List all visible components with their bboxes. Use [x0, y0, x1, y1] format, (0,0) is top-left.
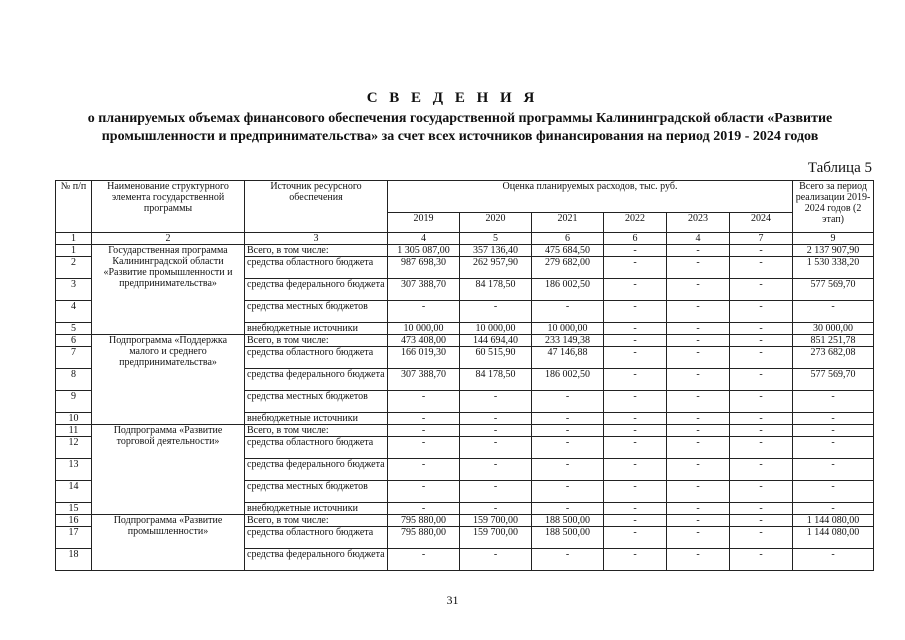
row-number: 9: [56, 391, 92, 413]
year-value: -: [730, 391, 793, 413]
year-value: -: [604, 413, 667, 425]
year-value: 84 178,50: [460, 369, 532, 391]
year-value: -: [730, 301, 793, 323]
year-value: 987 698,30: [388, 257, 460, 279]
column-number: 6: [532, 233, 604, 245]
year-value: -: [667, 279, 730, 301]
year-value: -: [532, 425, 604, 437]
header-year: 2019: [388, 213, 460, 233]
year-value: -: [604, 323, 667, 335]
year-value: -: [667, 459, 730, 481]
year-value: -: [730, 549, 793, 571]
funding-source: средства федерального бюджета: [245, 279, 388, 301]
year-value: -: [604, 549, 667, 571]
year-value: -: [388, 425, 460, 437]
year-value: 159 700,00: [460, 515, 532, 527]
column-number: 7: [730, 233, 793, 245]
period-total: -: [793, 425, 874, 437]
year-value: 307 388,70: [388, 279, 460, 301]
column-number: 9: [793, 233, 874, 245]
funding-source: внебюджетные источники: [245, 413, 388, 425]
year-value: -: [532, 437, 604, 459]
year-value: -: [388, 301, 460, 323]
subtitle-line-1: о планируемых объемах финансового обеспечения государственной программы Калининградской области «Развитие: [87, 111, 833, 126]
row-number: 5: [56, 323, 92, 335]
year-value: -: [667, 301, 730, 323]
year-value: 166 019,30: [388, 347, 460, 369]
funding-source: средства местных бюджетов: [245, 391, 388, 413]
year-value: 188 500,00: [532, 527, 604, 549]
year-value: -: [730, 515, 793, 527]
year-value: -: [730, 527, 793, 549]
header-total: Всего за период реализации 2019-2024 годов (2 этап): [793, 181, 874, 233]
row-number: 12: [56, 437, 92, 459]
year-value: -: [460, 391, 532, 413]
structural-element-name: Подпрограмма «Развитие промышленности»: [92, 515, 245, 571]
table-row: [56, 515, 874, 527]
year-value: 795 880,00: [388, 527, 460, 549]
table-row: [56, 335, 874, 347]
year-value: -: [604, 481, 667, 503]
year-value: -: [667, 245, 730, 257]
year-value: -: [730, 437, 793, 459]
row-number: 1: [56, 245, 92, 257]
period-total: -: [793, 459, 874, 481]
year-value: -: [604, 245, 667, 257]
header-element: Наименование структурного элемента государственной программы: [92, 181, 245, 233]
column-number: 6: [604, 233, 667, 245]
header-year: 2020: [460, 213, 532, 233]
year-value: -: [460, 425, 532, 437]
column-number-row: [56, 233, 874, 245]
row-number: 11: [56, 425, 92, 437]
year-value: -: [667, 515, 730, 527]
year-value: -: [460, 301, 532, 323]
row-number: 15: [56, 503, 92, 515]
row-number: 6: [56, 335, 92, 347]
funding-source: средства федерального бюджета: [245, 369, 388, 391]
year-value: -: [730, 257, 793, 279]
year-value: 795 880,00: [388, 515, 460, 527]
year-value: -: [730, 425, 793, 437]
year-value: -: [730, 481, 793, 503]
structural-element-name: Подпрограмма «Поддержка малого и среднего предпринимательства»: [92, 335, 245, 425]
row-number: 4: [56, 301, 92, 323]
year-value: -: [730, 347, 793, 369]
year-value: -: [604, 347, 667, 369]
year-value: -: [667, 481, 730, 503]
year-value: -: [532, 301, 604, 323]
year-value: 357 136,40: [460, 245, 532, 257]
year-value: -: [604, 279, 667, 301]
year-value: -: [604, 515, 667, 527]
year-value: -: [667, 347, 730, 369]
row-number: 8: [56, 369, 92, 391]
year-value: -: [604, 437, 667, 459]
financing-table: [55, 180, 874, 571]
year-value: -: [667, 413, 730, 425]
year-value: 10 000,00: [532, 323, 604, 335]
row-number: 16: [56, 515, 92, 527]
year-value: -: [667, 503, 730, 515]
period-total: 273 682,08: [793, 347, 874, 369]
year-value: 473 408,00: [388, 335, 460, 347]
year-value: -: [667, 437, 730, 459]
column-number: 5: [460, 233, 532, 245]
period-total: 1 530 338,20: [793, 257, 874, 279]
table-row: [56, 245, 874, 257]
year-value: -: [667, 527, 730, 549]
row-number: 10: [56, 413, 92, 425]
subtitle-line-2: промышленности и предпринимательства» за счет всех источников финансирования на период 2019 - 2024 годов: [101, 129, 819, 144]
year-value: -: [460, 481, 532, 503]
year-value: 262 957,90: [460, 257, 532, 279]
year-value: -: [667, 391, 730, 413]
year-value: -: [604, 527, 667, 549]
period-total: -: [793, 413, 874, 425]
row-number: 7: [56, 347, 92, 369]
year-value: -: [460, 549, 532, 571]
year-value: -: [604, 257, 667, 279]
header-year: 2021: [532, 213, 604, 233]
year-value: -: [604, 425, 667, 437]
year-value: -: [604, 391, 667, 413]
year-value: 47 146,88: [532, 347, 604, 369]
year-value: 1 305 087,00: [388, 245, 460, 257]
year-value: -: [532, 391, 604, 413]
funding-source: внебюджетные источники: [245, 323, 388, 335]
period-total: 851 251,78: [793, 335, 874, 347]
funding-source: средства областного бюджета: [245, 437, 388, 459]
year-value: -: [730, 279, 793, 301]
document-subtitle: [60, 110, 860, 146]
column-number: 3: [245, 233, 388, 245]
funding-source: средства федерального бюджета: [245, 549, 388, 571]
funding-source: Всего, в том числе:: [245, 245, 388, 257]
year-value: 188 500,00: [532, 515, 604, 527]
year-value: -: [388, 459, 460, 481]
funding-source: внебюджетные источники: [245, 503, 388, 515]
year-value: -: [730, 369, 793, 391]
row-number: 3: [56, 279, 92, 301]
year-value: -: [604, 369, 667, 391]
structural-element-name: Государственная программа Калининградской области «Развитие промышленности и предпринимательства»: [92, 245, 245, 335]
year-value: -: [667, 549, 730, 571]
year-value: 60 515,90: [460, 347, 532, 369]
year-value: 186 002,50: [532, 279, 604, 301]
year-value: 144 694,40: [460, 335, 532, 347]
column-number: 1: [56, 233, 92, 245]
row-number: 2: [56, 257, 92, 279]
year-value: -: [532, 503, 604, 515]
funding-source: средства федерального бюджета: [245, 459, 388, 481]
year-value: -: [388, 549, 460, 571]
document-title: С В Е Д Е Н И Я: [366, 90, 539, 106]
year-value: -: [388, 503, 460, 515]
header-year: 2024: [730, 213, 793, 233]
row-number: 17: [56, 527, 92, 549]
year-value: -: [388, 437, 460, 459]
funding-source: Всего, в том числе:: [245, 425, 388, 437]
row-number: 13: [56, 459, 92, 481]
year-value: -: [388, 391, 460, 413]
period-total: 577 569,70: [793, 279, 874, 301]
period-total: -: [793, 301, 874, 323]
year-value: -: [460, 413, 532, 425]
year-value: -: [604, 301, 667, 323]
year-value: -: [604, 459, 667, 481]
row-number: 18: [56, 549, 92, 571]
page-number: 31: [446, 593, 459, 607]
period-total: -: [793, 481, 874, 503]
year-value: -: [532, 413, 604, 425]
year-value: -: [730, 503, 793, 515]
table-label: Таблица 5: [807, 160, 872, 176]
year-value: 159 700,00: [460, 527, 532, 549]
period-total: 30 000,00: [793, 323, 874, 335]
funding-source: средства областного бюджета: [245, 347, 388, 369]
year-value: -: [730, 323, 793, 335]
year-value: -: [667, 425, 730, 437]
year-value: -: [532, 481, 604, 503]
year-value: -: [604, 335, 667, 347]
column-number: 4: [388, 233, 460, 245]
year-value: -: [532, 459, 604, 481]
table-header-row: [56, 181, 874, 213]
year-value: -: [730, 459, 793, 481]
period-total: -: [793, 437, 874, 459]
year-value: 475 684,50: [532, 245, 604, 257]
year-value: -: [460, 459, 532, 481]
header-year: 2023: [667, 213, 730, 233]
year-value: -: [667, 257, 730, 279]
year-value: 307 388,70: [388, 369, 460, 391]
table-row: [56, 425, 874, 437]
year-value: 279 682,00: [532, 257, 604, 279]
year-value: -: [460, 437, 532, 459]
year-value: -: [388, 481, 460, 503]
header-estimate: Оценка планируемых расходов, тыс. руб.: [388, 181, 793, 213]
row-number: 14: [56, 481, 92, 503]
year-value: -: [730, 335, 793, 347]
year-value: -: [604, 503, 667, 515]
year-value: -: [460, 503, 532, 515]
funding-source: Всего, в том числе:: [245, 515, 388, 527]
funding-source: средства областного бюджета: [245, 527, 388, 549]
column-number: 4: [667, 233, 730, 245]
year-value: -: [730, 245, 793, 257]
period-total: -: [793, 549, 874, 571]
period-total: -: [793, 391, 874, 413]
period-total: 2 137 907,90: [793, 245, 874, 257]
year-value: 10 000,00: [388, 323, 460, 335]
year-value: 10 000,00: [460, 323, 532, 335]
year-value: -: [388, 413, 460, 425]
year-value: 186 002,50: [532, 369, 604, 391]
funding-source: Всего, в том числе:: [245, 335, 388, 347]
header-year: 2022: [604, 213, 667, 233]
funding-source: средства областного бюджета: [245, 257, 388, 279]
funding-source: средства местных бюджетов: [245, 301, 388, 323]
header-source: Источник ресурсного обеспечения: [245, 181, 388, 233]
year-value: 84 178,50: [460, 279, 532, 301]
structural-element-name: Подпрограмма «Развитие торговой деятельности»: [92, 425, 245, 515]
year-value: -: [667, 335, 730, 347]
year-value: -: [667, 323, 730, 335]
header-num: № п/п: [56, 181, 92, 233]
year-value: 233 149,38: [532, 335, 604, 347]
year-value: -: [532, 549, 604, 571]
period-total: 1 144 080,00: [793, 527, 874, 549]
period-total: -: [793, 503, 874, 515]
year-value: -: [667, 369, 730, 391]
column-number: 2: [92, 233, 245, 245]
period-total: 1 144 080,00: [793, 515, 874, 527]
funding-source: средства местных бюджетов: [245, 481, 388, 503]
year-value: -: [730, 413, 793, 425]
period-total: 577 569,70: [793, 369, 874, 391]
